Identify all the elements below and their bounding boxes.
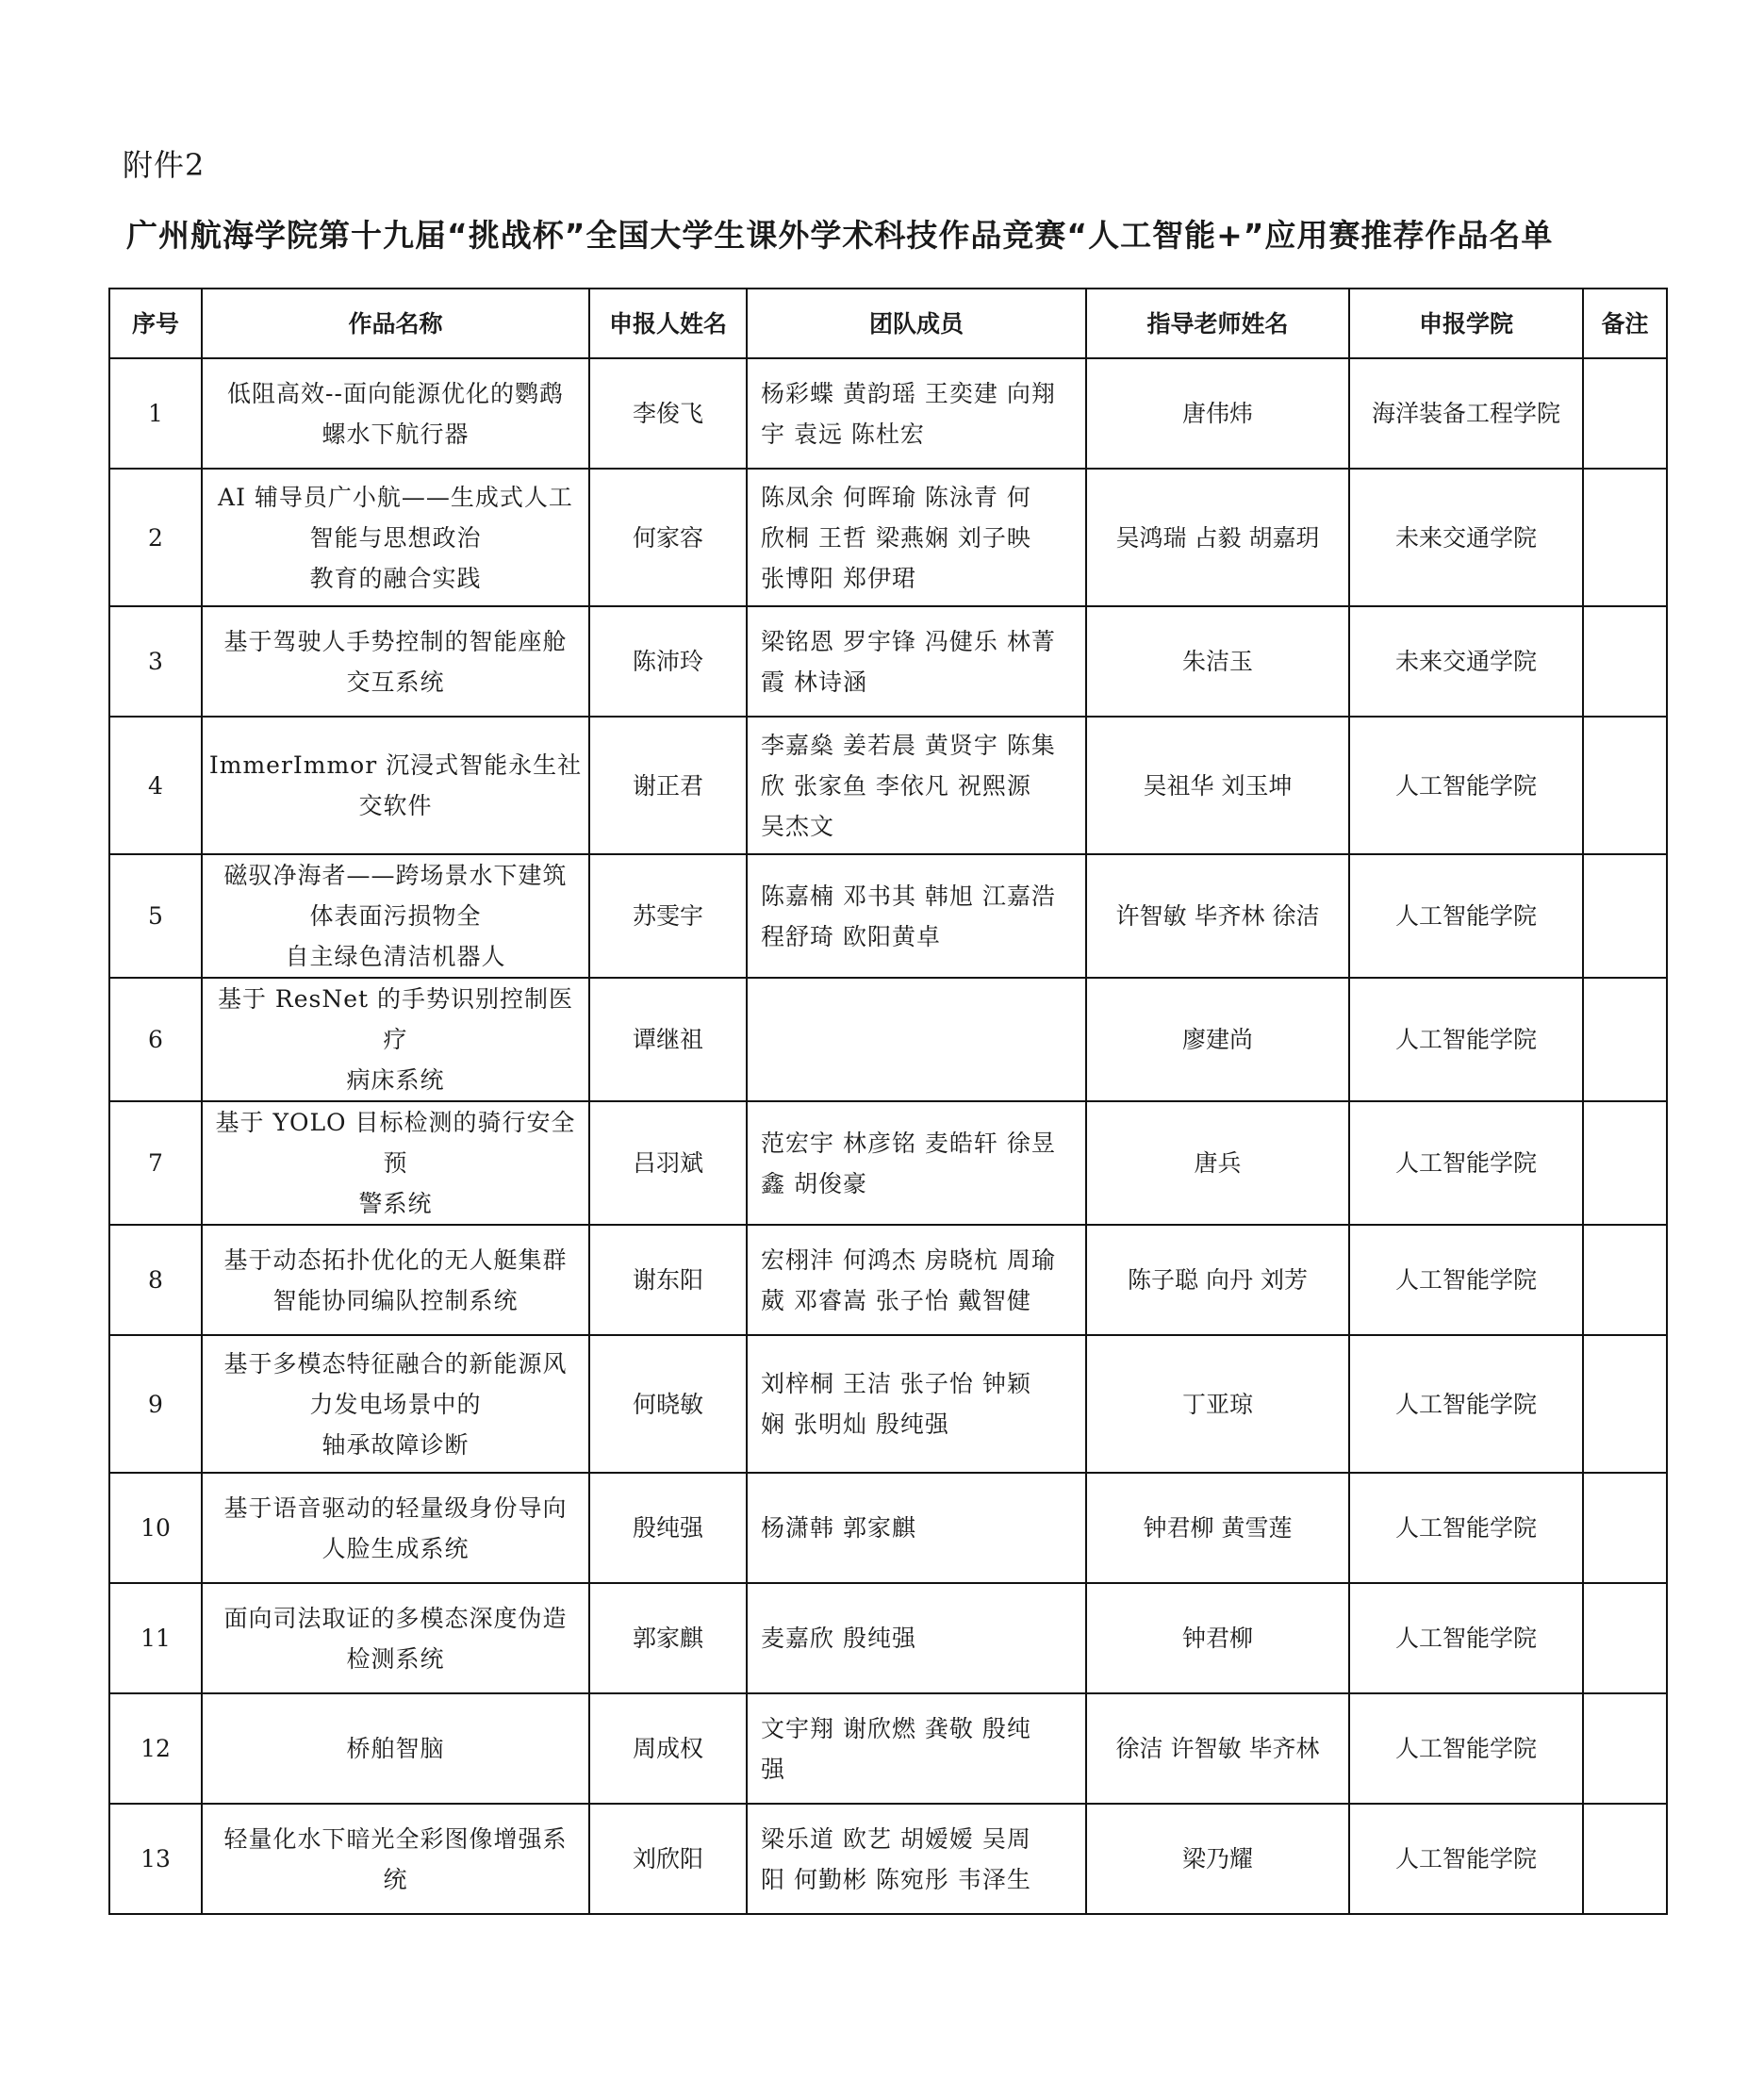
cell-work-name	[202, 469, 589, 606]
cell-no: 13	[109, 1804, 202, 1914]
recommendation-table	[108, 288, 1668, 1915]
cell-college: 未来交通学院	[1349, 469, 1583, 606]
cell-line: 陈凤余 何晖瑜 陈泳青 何	[761, 483, 1031, 511]
cell-line: 桥舶智脑	[346, 1735, 445, 1762]
cell-work-name	[202, 1583, 589, 1693]
cell-college: 人工智能学院	[1349, 1693, 1583, 1804]
cell-college: 海洋装备工程学院	[1349, 358, 1583, 469]
cell-line: AI 辅导员广小航——生成式人工	[218, 483, 573, 511]
cell-note	[1583, 1101, 1667, 1225]
cell-advisor: 许智敏 毕齐林 徐洁	[1086, 854, 1349, 978]
cell-college: 人工智能学院	[1349, 978, 1583, 1101]
cell-line: 张博阳 郑伊珺	[761, 564, 916, 592]
cell-college: 人工智能学院	[1349, 717, 1583, 854]
cell-line: 霞 林诗涵	[761, 668, 867, 696]
cell-note	[1583, 469, 1667, 606]
cell-team-members	[747, 978, 1086, 1101]
cell-no: 5	[109, 854, 202, 978]
cell-no: 10	[109, 1473, 202, 1583]
cell-note	[1583, 1804, 1667, 1914]
cell-applicant: 李俊飞	[589, 358, 747, 469]
cell-applicant: 何晓敏	[589, 1335, 747, 1473]
cell-advisor: 朱洁玉	[1086, 606, 1349, 717]
cell-college: 人工智能学院	[1349, 1804, 1583, 1914]
cell-work-name	[202, 1335, 589, 1473]
cell-note	[1583, 1225, 1667, 1335]
table-header-row	[109, 289, 1667, 358]
cell-note	[1583, 1583, 1667, 1693]
cell-advisor: 吴祖华 刘玉坤	[1086, 717, 1349, 854]
cell-line: 吴杰文	[761, 812, 835, 840]
cell-line: 面向司法取证的多模态深度伪造	[223, 1604, 568, 1632]
cell-line: 教育的融合实践	[309, 564, 482, 592]
cell-line: 体表面污损物全	[309, 902, 482, 930]
header-work-name: 作品名称	[202, 289, 589, 358]
cell-team-members	[747, 1693, 1086, 1804]
cell-line: 智能协同编队控制系统	[272, 1286, 519, 1314]
table-row	[109, 1335, 1667, 1473]
cell-work-name	[202, 1473, 589, 1583]
cell-work-name	[202, 358, 589, 469]
cell-line: 基于 ResNet 的手势识别控制医疗	[217, 985, 574, 1053]
cell-work-name	[202, 606, 589, 717]
cell-line: 杨彩蝶 黄韵瑶 王奕建 向翔	[761, 379, 1056, 407]
cell-line: 欣桐 王哲 梁燕娴 刘子映	[761, 523, 1031, 552]
cell-note	[1583, 854, 1667, 978]
cell-line: 鑫 胡俊豪	[761, 1169, 867, 1197]
header-college: 申报学院	[1349, 289, 1583, 358]
cell-advisor: 钟君柳 黄雪莲	[1086, 1473, 1349, 1583]
cell-no: 2	[109, 469, 202, 606]
cell-line: 轻量化水下暗光全彩图像增强系	[223, 1824, 568, 1853]
cell-work-name	[202, 1693, 589, 1804]
cell-line: 病床系统	[346, 1066, 445, 1094]
cell-no: 7	[109, 1101, 202, 1225]
cell-team-members	[747, 854, 1086, 978]
table-row	[109, 1583, 1667, 1693]
cell-college: 人工智能学院	[1349, 1225, 1583, 1335]
table-row	[109, 1804, 1667, 1914]
cell-team-members	[747, 606, 1086, 717]
cell-work-name	[202, 1225, 589, 1335]
cell-line: 警系统	[358, 1190, 433, 1217]
cell-no: 4	[109, 717, 202, 854]
document-title: 广州航海学院第十九届“挑战杯”全国大学生课外学术科技作品竞赛“人工智能+”应用赛推荐作品名单	[126, 217, 1554, 254]
table-row	[109, 978, 1667, 1101]
cell-line: 陈嘉楠 邓书其 韩旭 江嘉浩	[761, 882, 1056, 910]
attachment-label: 附件2	[123, 147, 206, 183]
cell-advisor: 唐兵	[1086, 1101, 1349, 1225]
cell-no: 8	[109, 1225, 202, 1335]
cell-line: 低阻高效--面向能源优化的鹦鹉	[227, 379, 564, 407]
cell-applicant: 陈沛玲	[589, 606, 747, 717]
cell-line: 磁驭净海者——跨场景水下建筑	[223, 862, 568, 889]
cell-line: 刘梓桐 王洁 张子怡 钟颖	[761, 1370, 1031, 1397]
cell-line: 杨潇韩 郭家麒	[761, 1514, 916, 1542]
cell-line: 宏栩沣 何鸿杰 房晓杭 周瑜	[761, 1246, 1056, 1274]
cell-line: 程舒琦 欧阳黄卓	[761, 922, 941, 950]
cell-applicant: 何家容	[589, 469, 747, 606]
cell-note	[1583, 606, 1667, 717]
header-no: 序号	[109, 289, 202, 358]
table-row	[109, 358, 1667, 469]
table-row	[109, 469, 1667, 606]
header-advisor: 指导老师姓名	[1086, 289, 1349, 358]
cell-line: 检测系统	[346, 1644, 445, 1673]
cell-note	[1583, 717, 1667, 854]
cell-applicant: 刘欣阳	[589, 1804, 747, 1914]
cell-team-members	[747, 469, 1086, 606]
cell-line: 麦嘉欣 殷纯强	[761, 1625, 916, 1652]
cell-work-name	[202, 717, 589, 854]
cell-line: 文宇翔 谢欣燃 龚敬 殷纯	[761, 1714, 1031, 1742]
cell-line: 梁乐道 欧艺 胡嫒嫒 吴周	[761, 1824, 1031, 1853]
cell-applicant: 郭家麒	[589, 1583, 747, 1693]
cell-line: 人脸生成系统	[321, 1534, 470, 1562]
cell-line: 螺水下航行器	[321, 420, 470, 448]
cell-college: 人工智能学院	[1349, 854, 1583, 978]
cell-no: 12	[109, 1693, 202, 1804]
cell-applicant: 谢正君	[589, 717, 747, 854]
cell-team-members	[747, 717, 1086, 854]
cell-college: 人工智能学院	[1349, 1473, 1583, 1583]
cell-note	[1583, 1693, 1667, 1804]
cell-line: 强	[761, 1755, 786, 1783]
cell-line: ImmerImmor 沉浸式智能永生社	[208, 751, 583, 779]
cell-line: 统	[383, 1865, 408, 1893]
cell-note	[1583, 1335, 1667, 1473]
cell-line: 轴承故障诊断	[321, 1430, 470, 1459]
cell-line: 欣 张家鱼 李依凡 祝熙源	[761, 771, 1031, 800]
header-team-members: 团队成员	[747, 289, 1086, 358]
cell-applicant: 谢东阳	[589, 1225, 747, 1335]
cell-line: 梁铭恩 罗宇锋 冯健乐 林菁	[761, 627, 1056, 655]
cell-no: 9	[109, 1335, 202, 1473]
cell-work-name	[202, 978, 589, 1101]
table-row	[109, 606, 1667, 717]
cell-work-name	[202, 1804, 589, 1914]
cell-team-members	[747, 1583, 1086, 1693]
cell-applicant: 吕羽斌	[589, 1101, 747, 1225]
cell-work-name	[202, 854, 589, 978]
cell-line: 李嘉燊 姜若晨 黄贤宇 陈集	[761, 731, 1056, 759]
cell-advisor: 陈子聪 向丹 刘芳	[1086, 1225, 1349, 1335]
table-row	[109, 717, 1667, 854]
cell-team-members	[747, 358, 1086, 469]
cell-applicant: 周成权	[589, 1693, 747, 1804]
table-row	[109, 1101, 1667, 1225]
cell-line: 基于语音驱动的轻量级身份导向	[223, 1493, 568, 1522]
cell-note	[1583, 978, 1667, 1101]
header-note: 备注	[1583, 289, 1667, 358]
header-applicant: 申报人姓名	[589, 289, 747, 358]
cell-advisor: 徐洁 许智敏 毕齐林	[1086, 1693, 1349, 1804]
cell-line: 交软件	[358, 792, 433, 819]
cell-line: 交互系统	[346, 668, 445, 696]
cell-advisor: 吴鸿瑞 占毅 胡嘉玥	[1086, 469, 1349, 606]
cell-work-name	[202, 1101, 589, 1225]
cell-line: 葳 邓睿嵩 张子怡 戴智健	[761, 1286, 1031, 1314]
cell-advisor: 唐伟炜	[1086, 358, 1349, 469]
table-row	[109, 1693, 1667, 1804]
cell-line: 宇 袁远 陈杜宏	[761, 420, 925, 448]
cell-no: 11	[109, 1583, 202, 1693]
cell-line: 基于多模态特征融合的新能源风	[223, 1349, 568, 1378]
cell-note	[1583, 358, 1667, 469]
cell-advisor: 钟君柳	[1086, 1583, 1349, 1693]
cell-advisor: 梁乃耀	[1086, 1804, 1349, 1914]
cell-college: 人工智能学院	[1349, 1583, 1583, 1693]
cell-team-members	[747, 1101, 1086, 1225]
cell-line: 基于驾驶人手势控制的智能座舱	[223, 627, 568, 655]
table-row	[109, 1473, 1667, 1583]
cell-applicant: 谭继祖	[589, 978, 747, 1101]
cell-line: 阳 何勤彬 陈宛彤 韦泽生	[761, 1865, 1031, 1893]
cell-applicant: 苏雯宇	[589, 854, 747, 978]
cell-line: 范宏宇 林彦铭 麦皓轩 徐昱	[761, 1129, 1056, 1157]
cell-college: 人工智能学院	[1349, 1335, 1583, 1473]
cell-no: 6	[109, 978, 202, 1101]
cell-no: 3	[109, 606, 202, 717]
cell-line: 基于 YOLO 目标检测的骑行安全预	[215, 1109, 576, 1177]
table-row	[109, 854, 1667, 978]
cell-line: 自主绿色清洁机器人	[285, 943, 506, 970]
cell-no: 1	[109, 358, 202, 469]
cell-line: 基于动态拓扑优化的无人艇集群	[223, 1246, 568, 1274]
cell-team-members	[747, 1473, 1086, 1583]
cell-advisor: 廖建尚	[1086, 978, 1349, 1101]
cell-team-members	[747, 1335, 1086, 1473]
cell-note	[1583, 1473, 1667, 1583]
cell-applicant: 殷纯强	[589, 1473, 747, 1583]
cell-team-members	[747, 1225, 1086, 1335]
cell-college: 未来交通学院	[1349, 606, 1583, 717]
table-row	[109, 1225, 1667, 1335]
cell-line: 力发电场景中的	[309, 1390, 482, 1418]
cell-college: 人工智能学院	[1349, 1101, 1583, 1225]
cell-team-members	[747, 1804, 1086, 1914]
cell-line: 娴 张明灿 殷纯强	[761, 1411, 949, 1438]
cell-line: 智能与思想政治	[309, 523, 482, 552]
cell-advisor: 丁亚琼	[1086, 1335, 1349, 1473]
